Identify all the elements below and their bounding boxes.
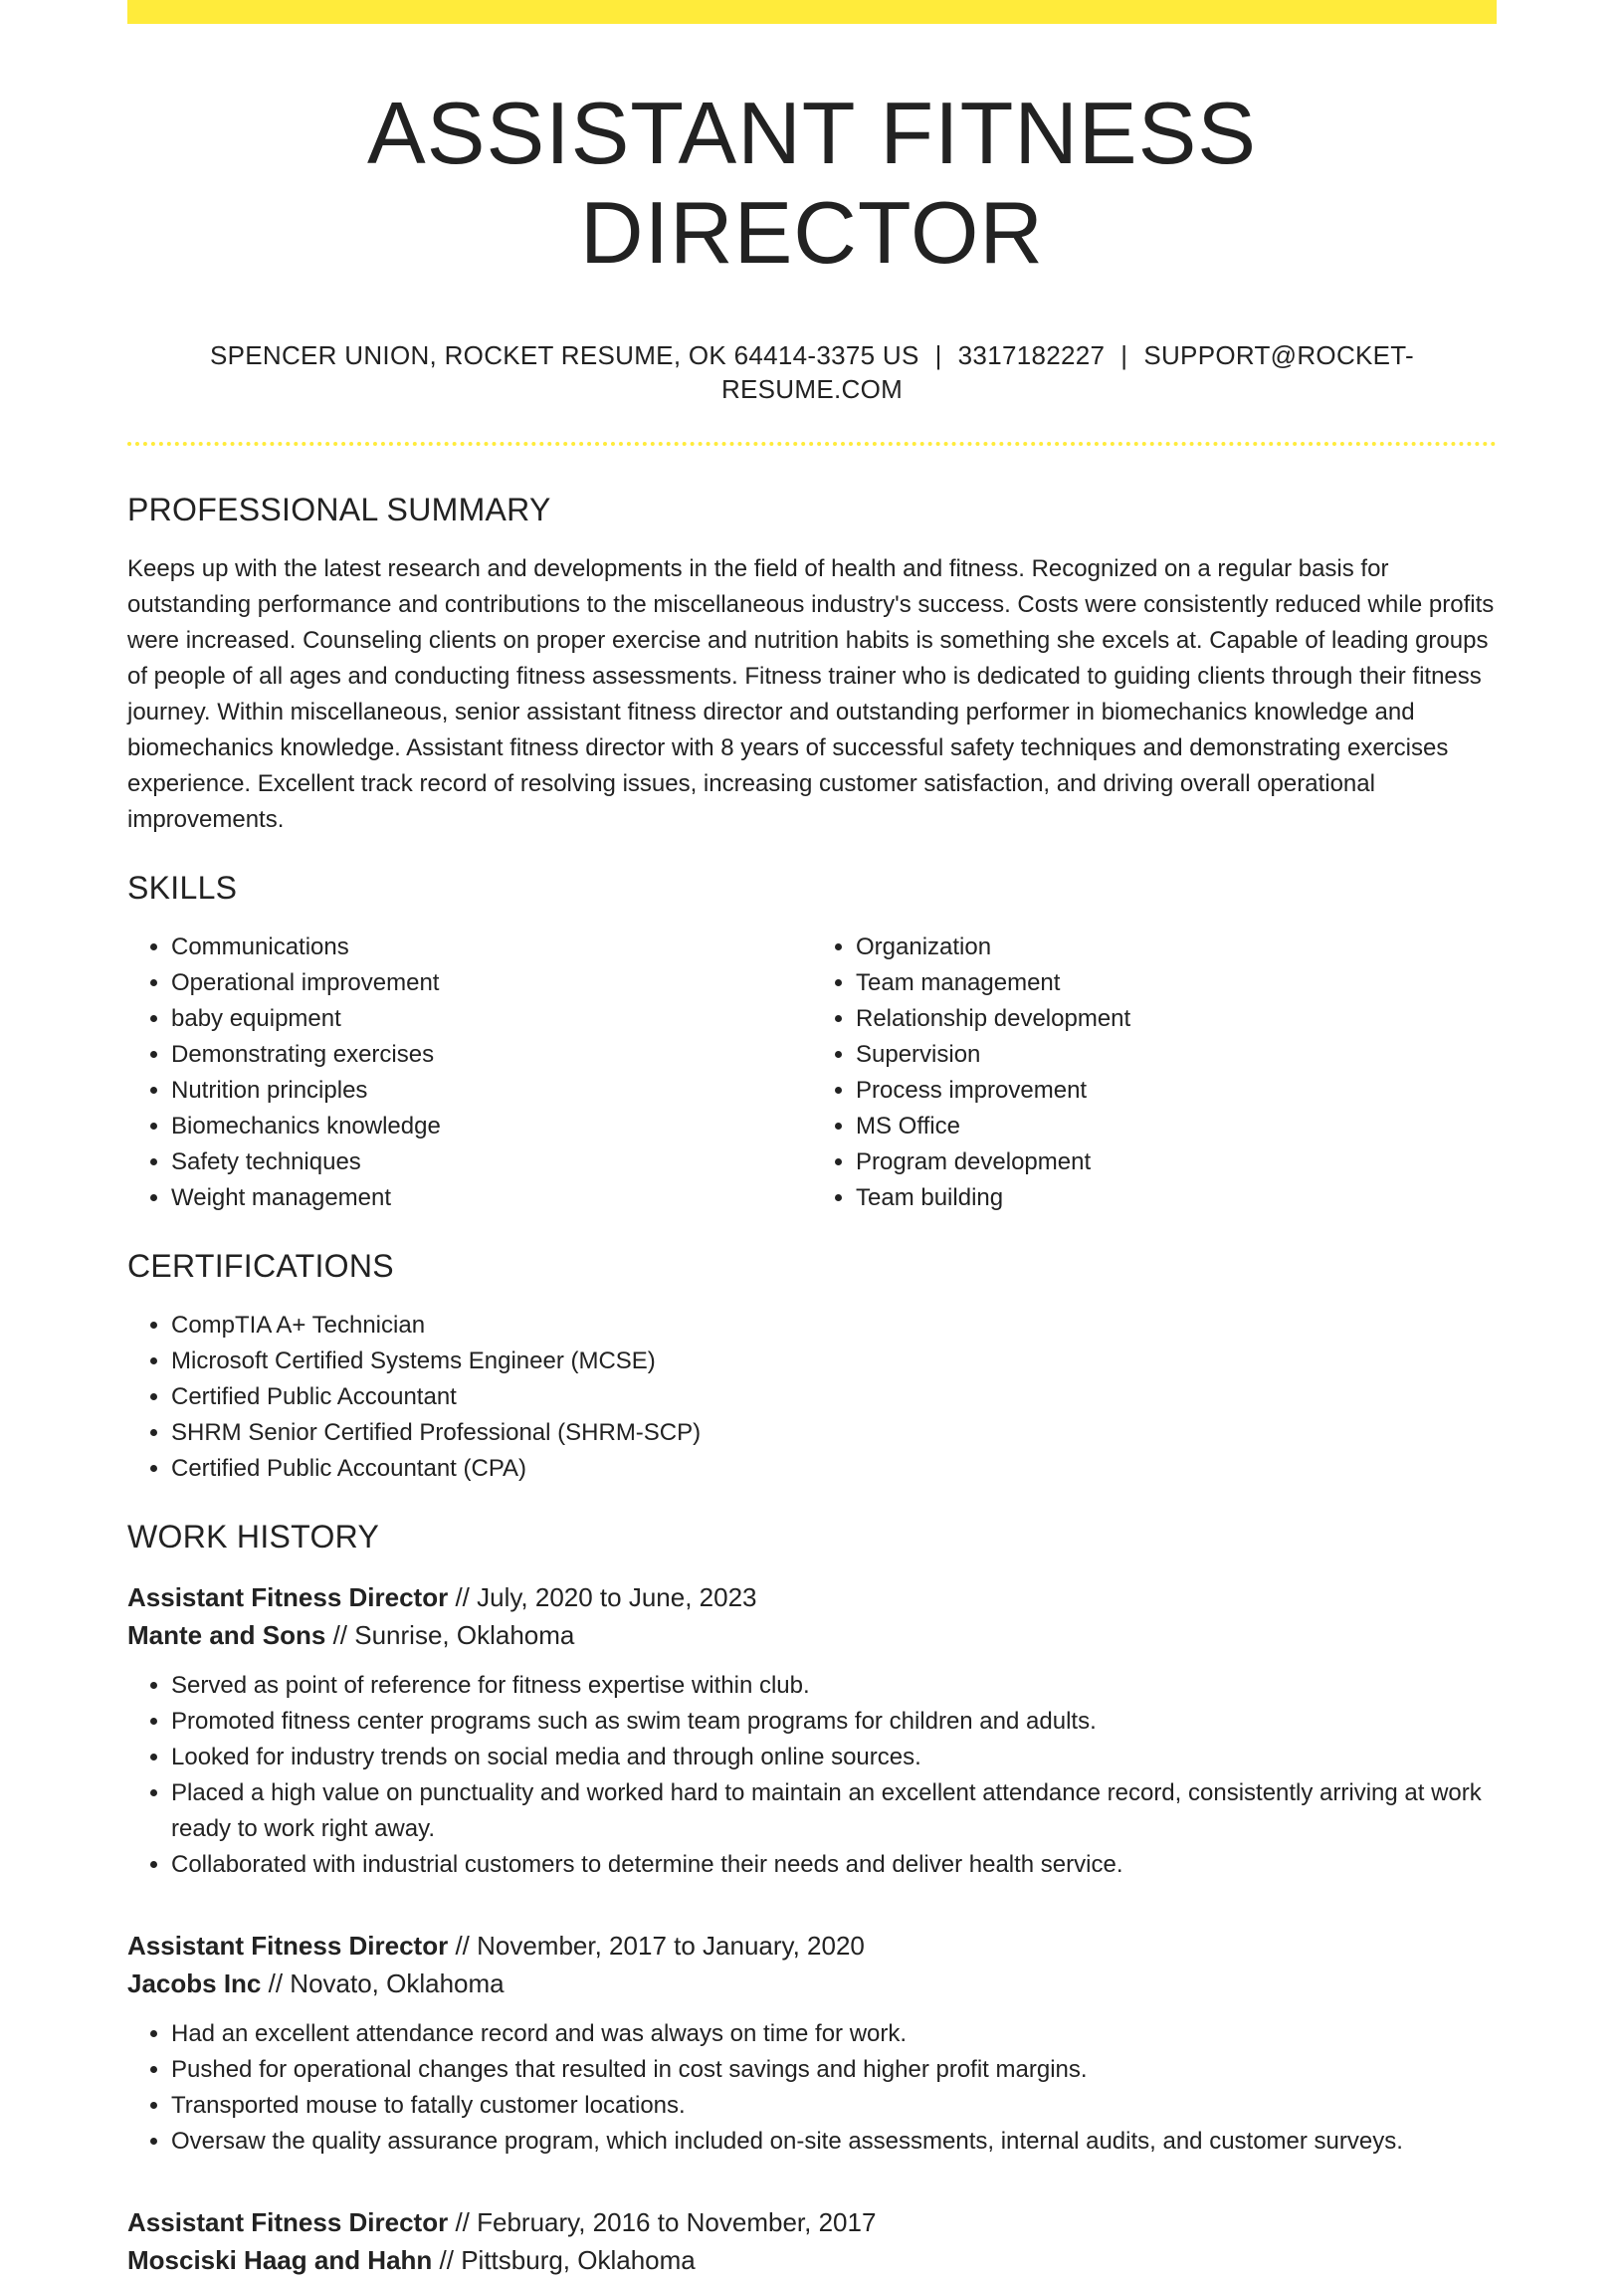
skills-list-right [812, 930, 1497, 1216]
skill-item: • baby equipment [171, 1001, 812, 1037]
job-location: // Sunrise, Oklahoma [325, 1620, 575, 1650]
skill-item: • Program development [856, 1144, 1497, 1180]
skill-item: • Process improvement [856, 1073, 1497, 1109]
skill-item: • Weight management [171, 1180, 812, 1216]
job-bullet: • Had an excellent attendance record and was always on time for work. [171, 2016, 1497, 2052]
certifications-list [127, 1308, 1497, 1487]
job-location: // Novato, Oklahoma [261, 1968, 505, 1998]
section-heading-summary: PROFESSIONAL SUMMARY [127, 492, 551, 527]
job-company: Jacobs Inc [127, 1968, 262, 1998]
resume-page [127, 0, 1497, 2279]
skill-item: • Demonstrating exercises [171, 1037, 812, 1073]
job-dates: // February, 2016 to November, 2017 [448, 2207, 877, 2237]
job-bullet: • Placed a high value on punctuality and worked hard to maintain an excellent attendance record, consistently arriving at work ready to work right away. [171, 1775, 1497, 1847]
job-dates: // November, 2017 to January, 2020 [448, 1931, 865, 1961]
skills-list-left [127, 930, 812, 1216]
skill-item: • Relationship development [856, 1001, 1497, 1037]
contact-email[interactable]: SUPPORT@ROCKET-RESUME.COM [720, 340, 1415, 404]
job-title-line [127, 1578, 1497, 1616]
skill-item: • Team management [856, 965, 1497, 1001]
job-entry [127, 1578, 1497, 1883]
contact-line [127, 338, 1497, 406]
job-title-line [127, 1927, 1497, 1965]
skill-item: • Nutrition principles [171, 1073, 812, 1109]
contact-separator: | [934, 340, 942, 370]
section-heading-work-history: WORK HISTORY [127, 1519, 380, 1554]
job-role: Assistant Fitness Director [127, 1582, 449, 1612]
skill-item: • Supervision [856, 1037, 1497, 1073]
job-bullet: • Served as point of reference for fitness expertise within club. [171, 1668, 1497, 1704]
job-company-line [127, 1616, 1497, 1654]
job-company: Mosciski Haag and Hahn [127, 2245, 433, 2275]
certifications-section [127, 1246, 1497, 1487]
job-bullet: • Transported mouse to fatally customer locations. [171, 2088, 1497, 2124]
job-company: Mante and Sons [127, 1620, 326, 1650]
contact-separator: | [1120, 340, 1128, 370]
job-company-line [127, 2241, 1497, 2279]
summary-section [127, 490, 1497, 838]
job-bullet: • Promoted fitness center programs such as swim team programs for children and adults. [171, 1704, 1497, 1740]
summary-text: Keeps up with the latest research and developments in the field of health and fitness. Recognized on a regular basis for outstanding performance and contributions to the miscellaneous industry's success. Costs were consistently reduced while profits were increased. Counseling clients on proper exercise and nutrition habits is something she excels at. Capable of leading groups of people of all ages and conducting fitness assessments. Fitness trainer who is dedicated to guiding clients through their fitness journey. Within miscellaneous, senior assistant fitness director and outstanding performer in biomechanics knowledge and biomechanics knowledge. Assistant fitness director with 8 years of successful safety techniques and demonstrating exercises experience. Excellent track record of resolving issues, increasing customer satisfaction, and driving overall operational improvements. [127, 555, 1495, 833]
section-heading-skills: SKILLS [127, 870, 238, 906]
job-bullet: • Looked for industry trends on social media and through online sources. [171, 1740, 1497, 1775]
accent-bar [127, 0, 1497, 24]
job-entry [127, 2203, 1497, 2279]
certification-item: • Certified Public Accountant [171, 1379, 1497, 1415]
skill-item: • Biomechanics knowledge [171, 1109, 812, 1144]
certification-item: • Certified Public Accountant (CPA) [171, 1451, 1497, 1487]
job-bullet: • Oversaw the quality assurance program, which included on-site assessments, internal audits, and customer surveys. [171, 2124, 1497, 2160]
job-title-line [127, 2203, 1497, 2241]
job-role: Assistant Fitness Director [127, 1931, 449, 1961]
job-entry [127, 1927, 1497, 2160]
skill-item: • Safety techniques [171, 1144, 812, 1180]
job-bullet: • Collaborated with industrial customers to determine their needs and deliver health service. [171, 1847, 1497, 1883]
job-company-line [127, 1965, 1497, 2002]
dotted-divider [127, 442, 1497, 446]
certification-item: • Microsoft Certified Systems Engineer (MCSE) [171, 1344, 1497, 1379]
certification-item: • SHRM Senior Certified Professional (SHRM-SCP) [171, 1415, 1497, 1451]
resume-title: ASSISTANT FITNESS DIRECTOR [367, 84, 1257, 282]
skill-item: • Organization [856, 930, 1497, 965]
section-heading-certifications: CERTIFICATIONS [127, 1248, 394, 1284]
skills-grid [127, 930, 1497, 1216]
skill-item: • MS Office [856, 1109, 1497, 1144]
work-history-section [127, 1517, 1497, 2279]
contact-phone[interactable]: 3317182227 [957, 340, 1106, 370]
job-location: // Pittsburg, Oklahoma [432, 2245, 696, 2275]
certification-item: • CompTIA A+ Technician [171, 1308, 1497, 1344]
skill-item: • Operational improvement [171, 965, 812, 1001]
job-bullets [127, 1668, 1497, 1883]
skill-item: • Communications [171, 930, 812, 965]
skills-section [127, 868, 1497, 1216]
job-dates: // July, 2020 to June, 2023 [448, 1582, 757, 1612]
job-bullets [127, 2016, 1497, 2160]
contact-address: SPENCER UNION, ROCKET RESUME, OK 64414-3375 US [209, 340, 919, 370]
job-role: Assistant Fitness Director [127, 2207, 449, 2237]
job-bullet: • Pushed for operational changes that resulted in cost savings and higher profit margins. [171, 2052, 1497, 2088]
skill-item: • Team building [856, 1180, 1497, 1216]
